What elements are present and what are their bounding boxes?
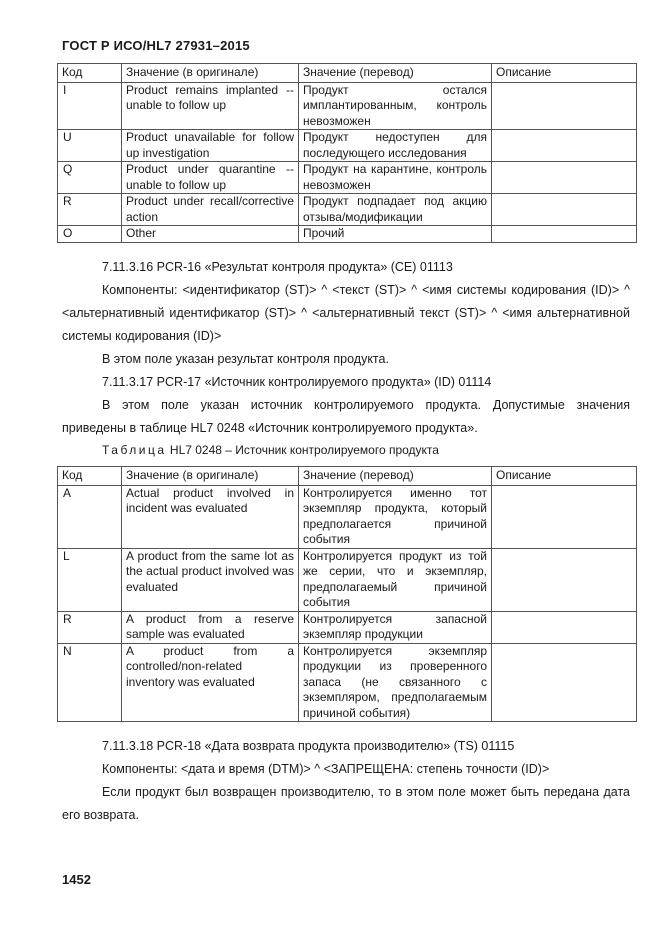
document-header: ГОСТ Р ИСО/HL7 27931–2015 bbox=[62, 38, 250, 53]
section-18-heading: 7.11.3.18 PCR-18 «Дата возврата продукта производителю» (TS) 01115 bbox=[102, 739, 515, 753]
table-caption-label: Таблица bbox=[102, 443, 167, 457]
table-row bbox=[58, 611, 637, 643]
column-header-description: Описание bbox=[492, 64, 637, 83]
code-cell: I bbox=[58, 82, 122, 130]
column-header-translation: Значение (перевод) bbox=[299, 467, 492, 486]
translation-cell: Прочий bbox=[299, 226, 492, 243]
table-caption bbox=[102, 443, 439, 457]
code-cell: A bbox=[58, 485, 122, 548]
section-16-description: В этом поле указан результат контроля продукта. bbox=[102, 352, 389, 366]
code-cell: L bbox=[58, 548, 122, 611]
original-cell: Product under quarantine -- unable to follow up bbox=[122, 162, 299, 194]
description-cell bbox=[492, 611, 637, 643]
column-header-translation: Значение (перевод) bbox=[299, 64, 492, 83]
description-cell bbox=[492, 82, 637, 130]
translation-cell: Продукт на карантине, контроль невозможен bbox=[299, 162, 492, 194]
table-row bbox=[58, 162, 637, 194]
description-cell bbox=[492, 485, 637, 548]
table-row bbox=[58, 82, 637, 130]
column-header-original: Значение (в оригинале) bbox=[122, 467, 299, 486]
column-header-code: Код bbox=[58, 64, 122, 83]
section-18-components: Компоненты: <дата и время (DTM)> ^ <ЗАПРЕЩЕНА: степень точности (ID)> bbox=[102, 762, 550, 776]
code-table-1 bbox=[57, 63, 637, 243]
code-table-2 bbox=[57, 466, 637, 722]
original-cell: Other bbox=[122, 226, 299, 243]
column-header-description: Описание bbox=[492, 467, 637, 486]
original-cell: Product remains implanted -- unable to follow up bbox=[122, 82, 299, 130]
translation-cell: Продукт подпадает под акцию отзыва/модификации bbox=[299, 194, 492, 226]
description-cell bbox=[492, 548, 637, 611]
code-cell: Q bbox=[58, 162, 122, 194]
description-cell bbox=[492, 226, 637, 243]
code-cell: O bbox=[58, 226, 122, 243]
code-cell: U bbox=[58, 130, 122, 162]
section-17-description: В этом поле указан источник контролируемого продукта. Допустимые значения приведены в таблице HL7 0248 «Источник контролируемого продукта». bbox=[62, 398, 630, 435]
translation-cell: Контролируется продукт из той же серии, что и экземпляр, предполагаемый причиной события bbox=[299, 548, 492, 611]
code-cell: N bbox=[58, 643, 122, 722]
section-17-heading: 7.11.3.17 PCR-17 «Источник контролируемого продукта» (ID) 01114 bbox=[102, 375, 492, 389]
translation-cell: Контролируется экземпляр продукции из проверенного запаса (не связанного с экземпляром, предполагаемым причиной события) bbox=[299, 643, 492, 722]
original-cell: A product from the same lot as the actual product involved was evaluated bbox=[122, 548, 299, 611]
original-cell: Product under recall/corrective action bbox=[122, 194, 299, 226]
page-number: 1452 bbox=[62, 872, 91, 887]
original-cell: A product from a controlled/non-related inventory was evaluated bbox=[122, 643, 299, 722]
original-cell: Product unavailable for follow up investigation bbox=[122, 130, 299, 162]
translation-cell: Контролируется именно тот экземпляр продукта, который предполагается причиной события bbox=[299, 485, 492, 548]
translation-cell: Продукт остался имплантированным, контроль невозможен bbox=[299, 82, 492, 130]
table-caption-text: HL7 0248 – Источник контролируемого продукта bbox=[169, 443, 439, 457]
original-cell: Actual product involved in incident was evaluated bbox=[122, 485, 299, 548]
original-cell: A product from a reserve sample was evaluated bbox=[122, 611, 299, 643]
table-row bbox=[58, 194, 637, 226]
translation-cell: Контролируется запасной экземпляр продукции bbox=[299, 611, 492, 643]
table-row bbox=[58, 226, 637, 243]
table-row bbox=[58, 548, 637, 611]
column-header-original: Значение (в оригинале) bbox=[122, 64, 299, 83]
description-cell bbox=[492, 643, 637, 722]
table-row bbox=[58, 485, 637, 548]
translation-cell: Продукт недоступен для последующего исследования bbox=[299, 130, 492, 162]
code-cell: R bbox=[58, 611, 122, 643]
section-16-heading: 7.11.3.16 PCR-16 «Результат контроля продукта» (CE) 01113 bbox=[102, 260, 453, 274]
table-header-row bbox=[58, 467, 637, 486]
description-cell bbox=[492, 130, 637, 162]
description-cell bbox=[492, 162, 637, 194]
table-row bbox=[58, 643, 637, 722]
section-16-components: Компоненты: <идентификатор (ST)> ^ <текст (ST)> ^ <имя системы кодирования (ID)> ^ <альтернативный идентификатор (ST)> ^ <альтернативный текст (ST)> ^ <имя альтернативной системы кодирования (ID)> bbox=[62, 283, 630, 343]
table-header-row bbox=[58, 64, 637, 83]
section-18-description: Если продукт был возвращен производителю, то в этом поле может быть передана дата его возврата. bbox=[62, 785, 630, 822]
code-cell: R bbox=[58, 194, 122, 226]
table-row bbox=[58, 130, 637, 162]
column-header-code: Код bbox=[58, 467, 122, 486]
description-cell bbox=[492, 194, 637, 226]
